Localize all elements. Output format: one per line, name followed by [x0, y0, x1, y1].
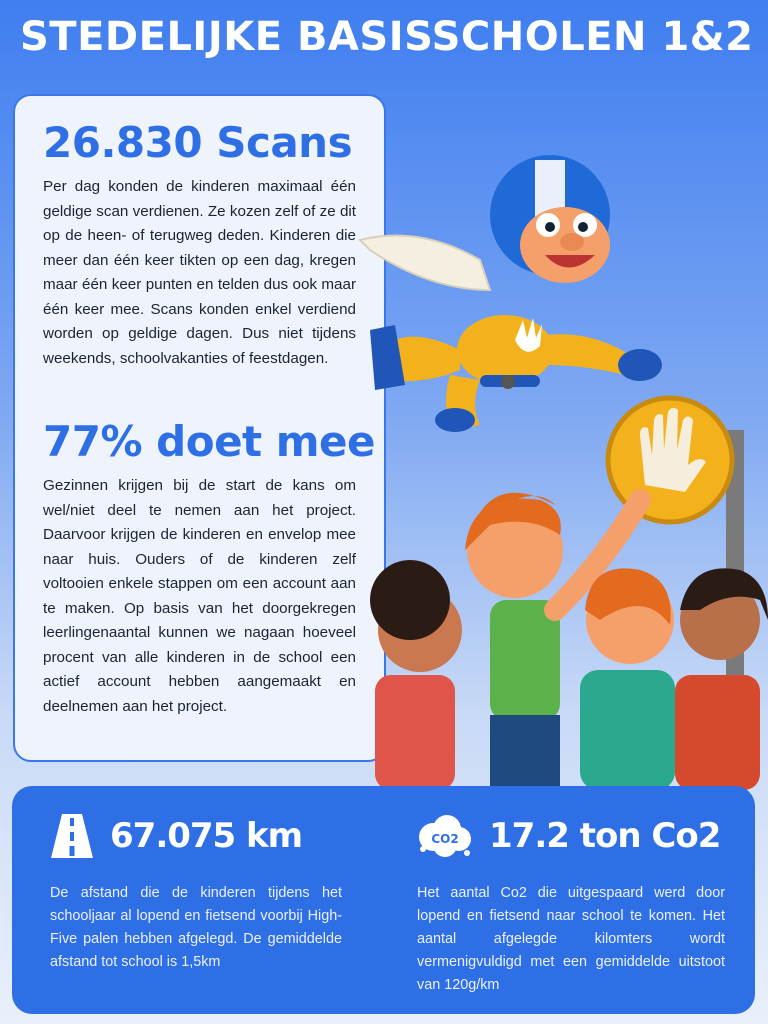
page-title: STEDELIJKE BASISSCHOLEN 1&2	[20, 14, 754, 60]
participation-headline: 77% doet mee	[43, 417, 375, 466]
co2-description: Het aantal Co2 die uitgespaard werd door lopend en fietsend naar school te komen. Het aantal afgelegde kilomters wordt vermenigvuldigd met een gemiddelde uitstoot van 120g/km	[417, 885, 725, 993]
co2-cloud-icon	[417, 813, 473, 859]
scans-headline: 26.830 Scans	[43, 118, 353, 167]
co2-value: 17.2 ton Co2	[489, 816, 721, 856]
road-icon	[50, 813, 94, 859]
superhero-illustration	[360, 155, 662, 432]
distance-stat	[50, 786, 342, 974]
info-card	[13, 94, 386, 762]
distance-value: 67.075 km	[110, 816, 303, 856]
co2-icon-text: CO2	[431, 832, 459, 846]
stats-panel	[12, 786, 755, 1014]
participation-description: Gezinnen krijgen bij de start de kans om wel/niet deel te nemen aan het project. Daarvoor krijgen de kinderen en envelop mee naar huis. Ouders of de kinderen zelf voltooien enkele stappen om een account aan te maken. Op basis van het doorgekregen leerlingenaantal kunnen we nagaan hoeveel procent van alle kinderen in de school een actief account hebben aangemaakt en deelnemen aan het project.	[43, 477, 356, 715]
scans-description: Per dag konden de kinderen maximaal één geldige scan verdienen. Ze kozen zelf of ze dit op de heen- of terugweg deden. Kinderen die meer dan één keer tikten op een dag, kregen maar één keer punten en telden dus ook maar één keer mee. Scans konden enkel verdiend worden op geldige dagen. Dus niet tijdens weekends, schoolvakanties of feestdagen.	[43, 178, 356, 367]
distance-description: De afstand die de kinderen tijdens het schooljaar al lopend en fietsend voorbij High-Five palen hebben afgelegd. De gemiddelde afstand tot school is 1,5km	[50, 885, 342, 970]
co2-stat	[417, 786, 725, 997]
children-illustration	[370, 493, 768, 790]
illustration	[340, 130, 768, 790]
